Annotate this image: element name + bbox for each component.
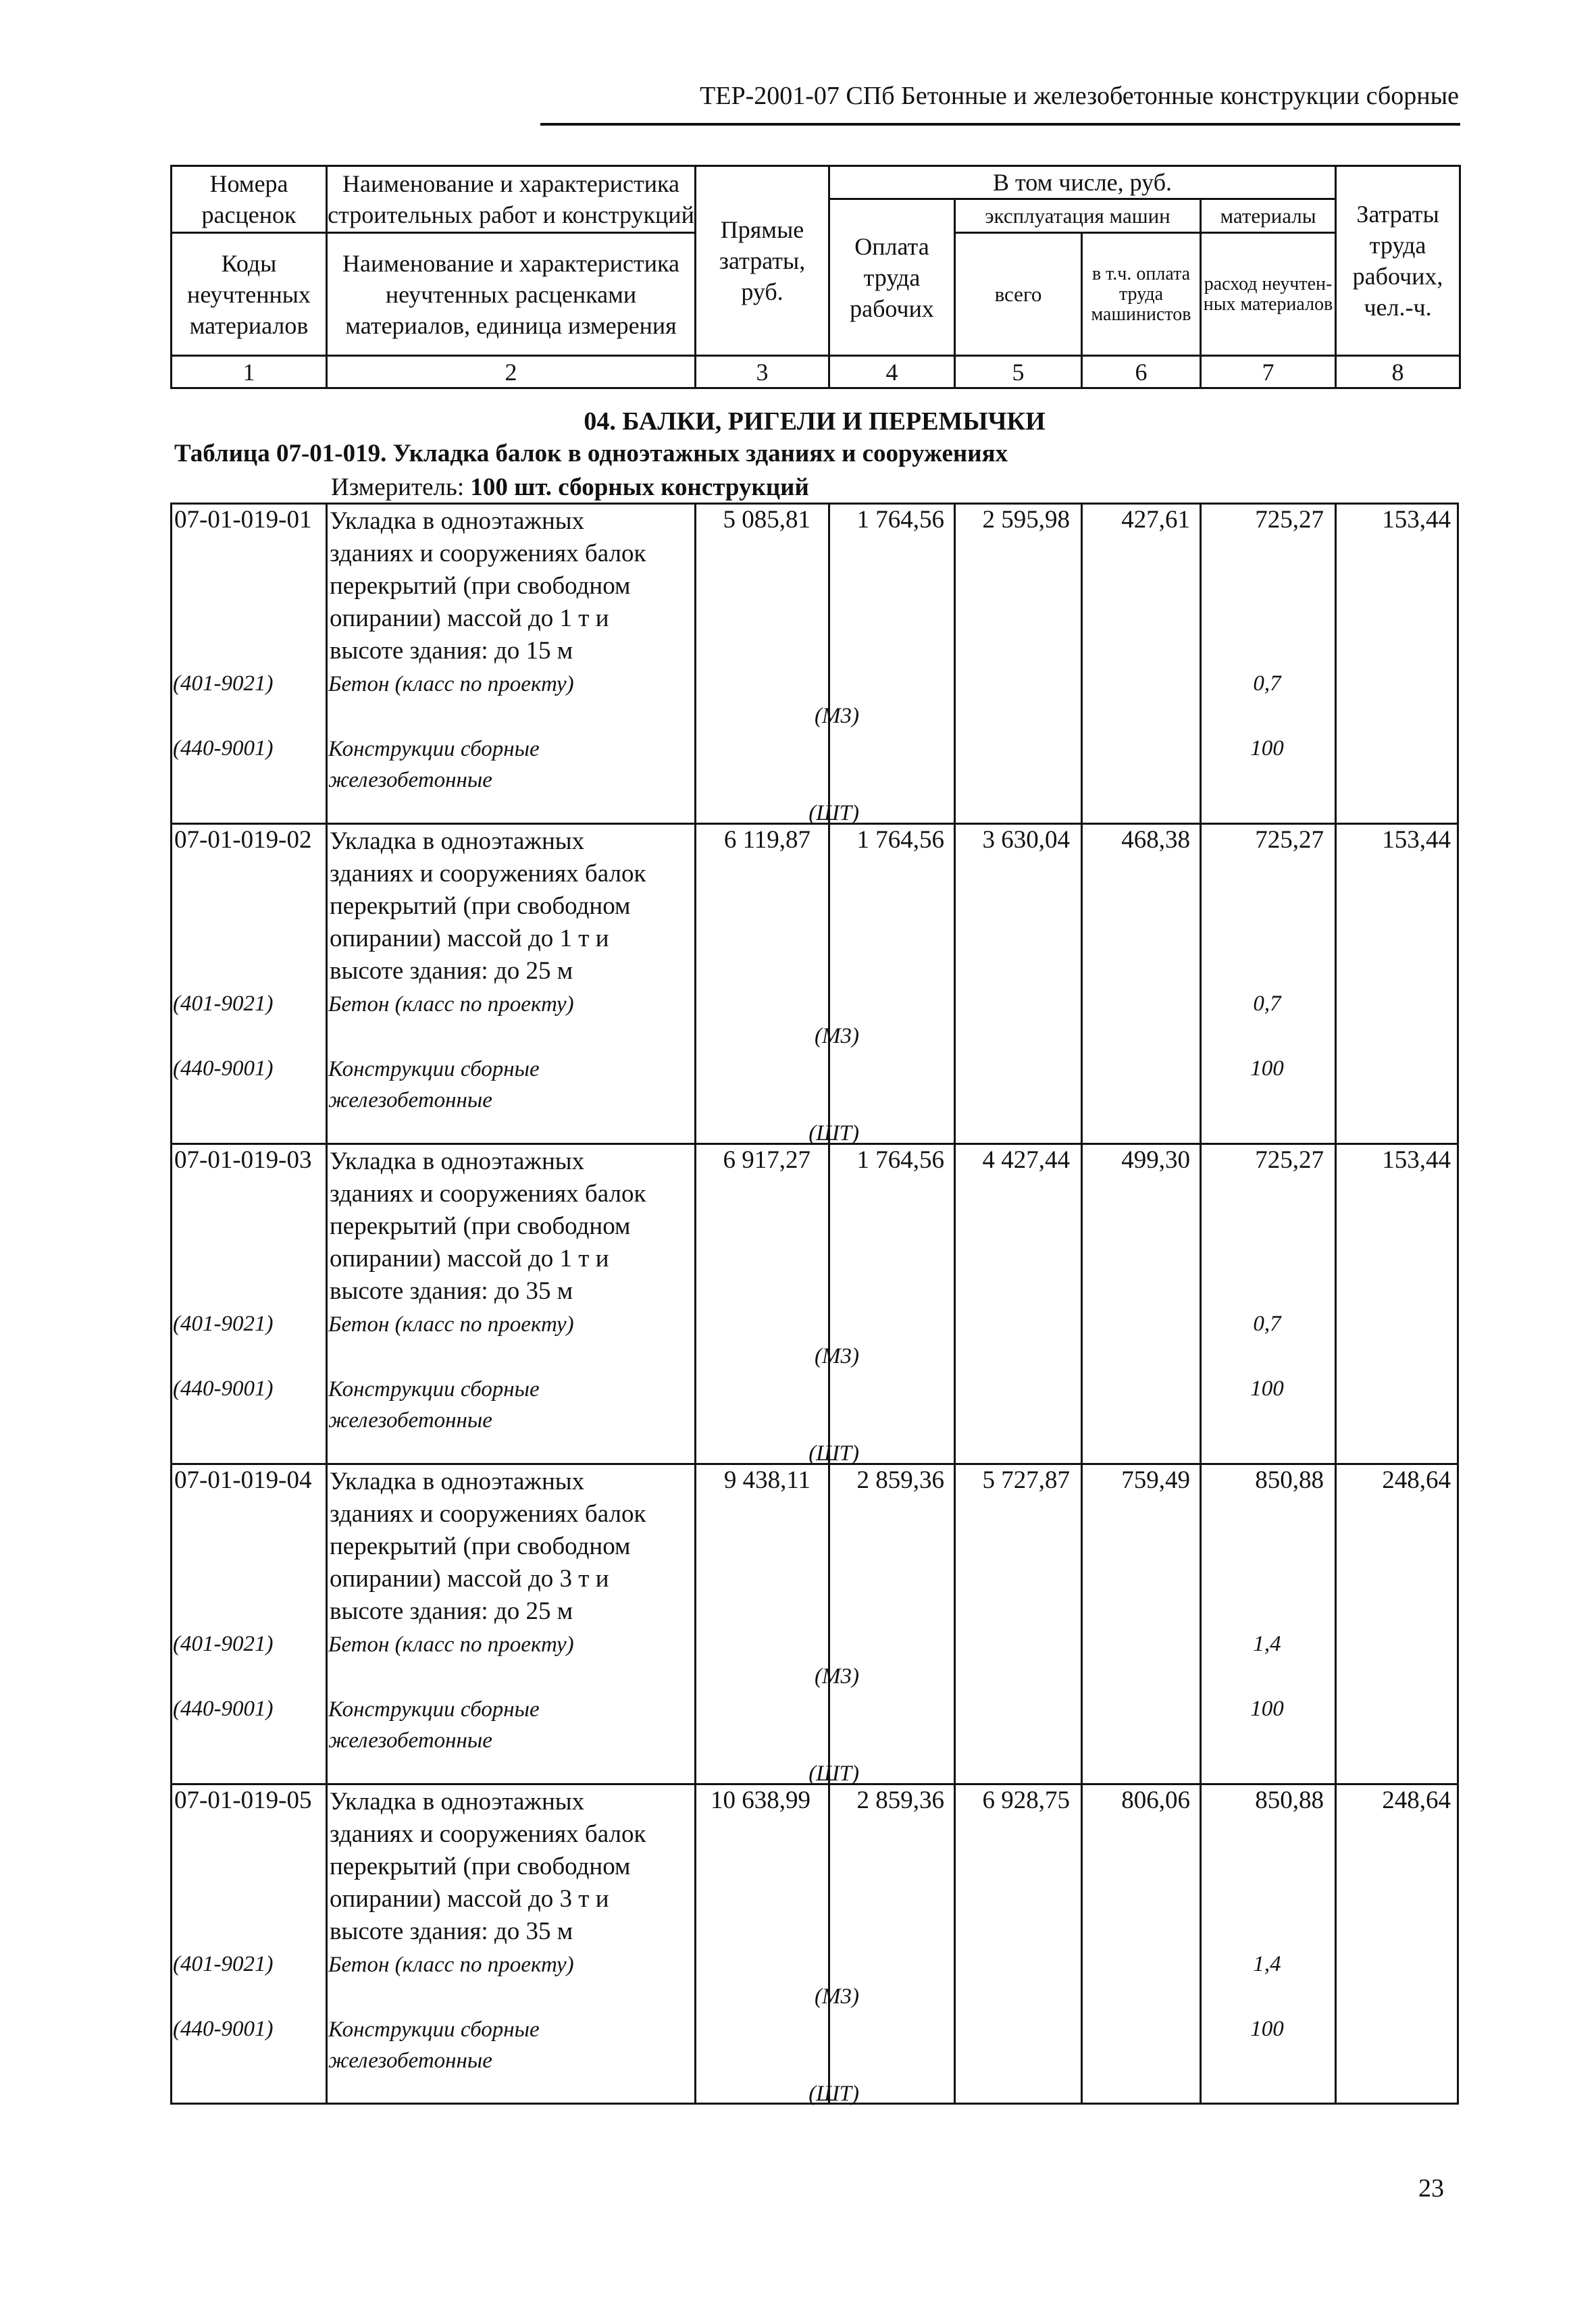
material-quantity: 100 [1250, 1377, 1284, 1401]
work-description-line: опирании) массой до 1 т и [330, 925, 609, 952]
work-description-line: зданиях и сооружениях балок [330, 860, 646, 888]
work-description-line: опирании) массой до 3 т и [330, 1885, 609, 1913]
material-code: (401-9021) [173, 1952, 274, 1976]
machinists-cost-value: 468,38 [1121, 826, 1190, 854]
labor-hours-value: 153,44 [1382, 1146, 1451, 1174]
labor-cost-value: 2 859,36 [856, 1466, 944, 1494]
meter-line [331, 473, 809, 502]
materials-cost-value: 725,27 [1255, 506, 1324, 534]
work-description-line: перекрытий (при свободном [330, 572, 631, 600]
direct-cost-value: 6 917,27 [723, 1146, 810, 1174]
work-description-line: перекрытий (при свободном [330, 892, 631, 920]
material-name [328, 1309, 574, 1340]
direct-cost-value: 9 438,11 [723, 1466, 810, 1494]
materials-cost-value: 850,88 [1255, 1786, 1324, 1814]
material-unit: (ШТ) [808, 2082, 859, 2106]
page-number: 23 [1418, 2174, 1444, 2203]
material-name-line: железобетонные [328, 1728, 492, 1753]
material-unit: (ШТ) [808, 1121, 859, 1146]
materials-cost-value: 850,88 [1255, 1466, 1324, 1494]
table-name: Укладка балок в одноэтажных зданиях и сооружениях [392, 440, 1008, 467]
header-num: 1 [172, 356, 327, 388]
material-code: (440-9001) [173, 1056, 274, 1081]
machines-cost-value: 4 427,44 [982, 1146, 1070, 1174]
direct-cost-value: 5 085,81 [723, 506, 810, 534]
material-quantity: 0,7 [1253, 992, 1281, 1016]
machinists-cost-value: 806,06 [1121, 1786, 1190, 1814]
material-name-line: Бетон (класс по проекту) [328, 1312, 574, 1337]
work-description-line: высоте здания: до 35 м [330, 1918, 573, 1945]
header-col4: Оплата труда рабочих [829, 199, 955, 356]
labor-hours-value: 248,64 [1382, 1466, 1451, 1494]
material-name [328, 734, 540, 796]
material-code: (401-9021) [173, 1632, 274, 1656]
material-quantity: 100 [1250, 1056, 1284, 1081]
direct-cost-value: 6 119,87 [723, 826, 810, 854]
work-description-line: зданиях и сооружениях балок [330, 1820, 646, 1848]
material-quantity: 0,7 [1253, 1312, 1281, 1336]
material-unit: (ШТ) [808, 1441, 859, 1466]
header-col5: всего [955, 233, 1082, 356]
material-unit: (ШТ) [808, 1762, 859, 1786]
material-name-line: Конструкции сборные [328, 1057, 540, 1081]
table-row [170, 1783, 1459, 2106]
material-quantity: 1,4 [1253, 1952, 1281, 1976]
work-description-line: зданиях и сооружениях балок [330, 1500, 646, 1528]
material-name-line: Бетон (класс по проекту) [328, 1632, 574, 1657]
work-description-line: перекрытий (при свободном [330, 1533, 631, 1560]
header-materials: материалы [1201, 199, 1336, 233]
header-num: 6 [1082, 356, 1201, 388]
material-name-line: Бетон (класс по проекту) [328, 1953, 574, 1977]
material-code: (401-9021) [173, 1312, 274, 1336]
labor-hours-value: 248,64 [1382, 1786, 1451, 1814]
machinists-cost-value: 759,49 [1121, 1466, 1190, 1494]
material-code: (440-9001) [173, 1377, 274, 1401]
table-row [170, 823, 1459, 1146]
material-name [328, 1629, 574, 1660]
material-name-line: Конструкции сборные [328, 1377, 540, 1402]
machinists-cost-value: 499,30 [1121, 1146, 1190, 1174]
material-name-line: железобетонные [328, 1408, 492, 1433]
running-header: ТЕР-2001-07 СПб Бетонные и железобетонные конструкции сборные [700, 82, 1459, 110]
work-description-line: Укладка в одноэтажных [330, 827, 585, 855]
material-code: (440-9001) [173, 2017, 274, 2041]
work-description-line: Укладка в одноэтажных [330, 1148, 585, 1175]
material-unit: (М3) [815, 1664, 859, 1689]
labor-cost-value: 1 764,56 [856, 506, 944, 534]
work-description-line: опирании) массой до 1 т и [330, 1245, 609, 1272]
work-description-line: перекрытий (при свободном [330, 1212, 631, 1240]
labor-cost-value: 2 859,36 [856, 1786, 944, 1814]
header-num: 2 [327, 356, 696, 388]
material-name [328, 2014, 540, 2076]
material-name-line: железобетонные [328, 1088, 492, 1112]
work-description-line: высоте здания: до 15 м [330, 637, 573, 665]
meter-value: 100 шт. сборных конструкций [470, 473, 809, 501]
material-name-line: Конструкции сборные [328, 737, 540, 761]
work-description-line: высоте здания: до 25 м [330, 1597, 573, 1625]
material-quantity: 100 [1250, 1697, 1284, 1721]
material-code: (401-9021) [173, 671, 274, 696]
header-num: 4 [829, 356, 955, 388]
work-description-line: зданиях и сооружениях балок [330, 540, 646, 567]
material-quantity: 100 [1250, 736, 1284, 761]
material-name-line: железобетонные [328, 768, 492, 792]
material-code: (440-9001) [173, 736, 274, 761]
header-num: 3 [696, 356, 829, 388]
labor-cost-value: 1 764,56 [856, 1146, 944, 1174]
section-title: 04. БАЛКИ, РИГЕЛИ И ПЕРЕМЫЧКИ [584, 407, 1046, 436]
direct-cost-value: 10 638,99 [711, 1786, 810, 1814]
table-label: Таблица 07-01-019. [174, 440, 387, 467]
material-quantity: 100 [1250, 2017, 1284, 2041]
material-unit: (ШТ) [808, 801, 859, 825]
material-name [328, 1949, 574, 1980]
header-rule [540, 123, 1460, 126]
header-machines: эксплуатация машин [955, 199, 1201, 233]
machines-cost-value: 5 727,87 [982, 1466, 1070, 1494]
material-quantity: 1,4 [1253, 1632, 1281, 1656]
header-incl: В том числе, руб. [829, 166, 1336, 199]
machinists-cost-value: 427,61 [1121, 506, 1190, 534]
labor-cost-value: 1 764,56 [856, 826, 944, 854]
rate-code: 07-01-019-02 [174, 826, 312, 854]
table-row [170, 1463, 1459, 1786]
table-row [170, 503, 1459, 823]
material-code: (401-9021) [173, 992, 274, 1016]
material-name [328, 1694, 540, 1756]
work-description-line: опирании) массой до 3 т и [330, 1565, 609, 1593]
material-name-line: Конструкции сборные [328, 2017, 540, 2042]
header-num: 5 [955, 356, 1082, 388]
machines-cost-value: 3 630,04 [982, 826, 1070, 854]
header-col3: Прямые затраты, руб. [696, 166, 829, 356]
materials-cost-value: 725,27 [1255, 1146, 1324, 1174]
header-num: 8 [1336, 356, 1460, 388]
header-col8: Затраты труда рабочих, чел.-ч. [1336, 166, 1460, 356]
labor-hours-value: 153,44 [1382, 826, 1451, 854]
table-row [170, 1143, 1459, 1466]
header-num: 7 [1201, 356, 1336, 388]
material-name-line: Конструкции сборные [328, 1697, 540, 1722]
material-name [328, 1374, 540, 1436]
material-name [328, 989, 574, 1020]
labor-hours-value: 153,44 [1382, 506, 1451, 534]
material-name-line: железобетонные [328, 2049, 492, 2073]
work-description-line: высоте здания: до 25 м [330, 957, 573, 985]
material-name [328, 1054, 540, 1116]
header-col1-bottom: Коды неучтенных материалов [172, 233, 327, 356]
machines-cost-value: 6 928,75 [982, 1786, 1070, 1814]
work-description-line: Укладка в одноэтажных [330, 1468, 585, 1495]
table-header [170, 165, 1461, 389]
rate-code: 07-01-019-04 [174, 1466, 312, 1494]
table-caption [174, 439, 1008, 468]
work-description-line: перекрытий (при свободном [330, 1853, 631, 1880]
material-unit: (М3) [815, 1984, 859, 2009]
work-description-line: Укладка в одноэтажных [330, 1788, 585, 1816]
material-quantity: 0,7 [1253, 671, 1281, 696]
work-description-line: высоте здания: до 35 м [330, 1277, 573, 1305]
rate-code: 07-01-019-05 [174, 1786, 312, 1814]
work-description-line: Укладка в одноэтажных [330, 507, 585, 535]
materials-cost-value: 725,27 [1255, 826, 1324, 854]
material-unit: (М3) [815, 1024, 859, 1048]
material-name-line: Бетон (класс по проекту) [328, 992, 574, 1017]
meter-label: Измеритель: [331, 473, 465, 501]
material-name [328, 669, 574, 700]
work-description-line: зданиях и сооружениях балок [330, 1180, 646, 1208]
header-col2-bottom: Наименование и характеристика неучтенных расценками материалов, единица измерения [327, 233, 696, 356]
material-code: (440-9001) [173, 1697, 274, 1721]
rate-code: 07-01-019-01 [174, 506, 312, 534]
header-col1-top: Номера расценок [172, 166, 327, 233]
material-unit: (М3) [815, 704, 859, 728]
rate-code: 07-01-019-03 [174, 1146, 312, 1174]
header-col2-top: Наименование и характеристика строительных работ и конструкций [327, 166, 696, 233]
material-name-line: Бетон (класс по проекту) [328, 672, 574, 696]
header-col6: в т.ч. оплата труда машинистов [1082, 233, 1201, 356]
material-unit: (М3) [815, 1344, 859, 1368]
machines-cost-value: 2 595,98 [982, 506, 1070, 534]
work-description-line: опирании) массой до 1 т и [330, 605, 609, 632]
header-col7: расход неучтен-ных материалов [1201, 233, 1336, 356]
